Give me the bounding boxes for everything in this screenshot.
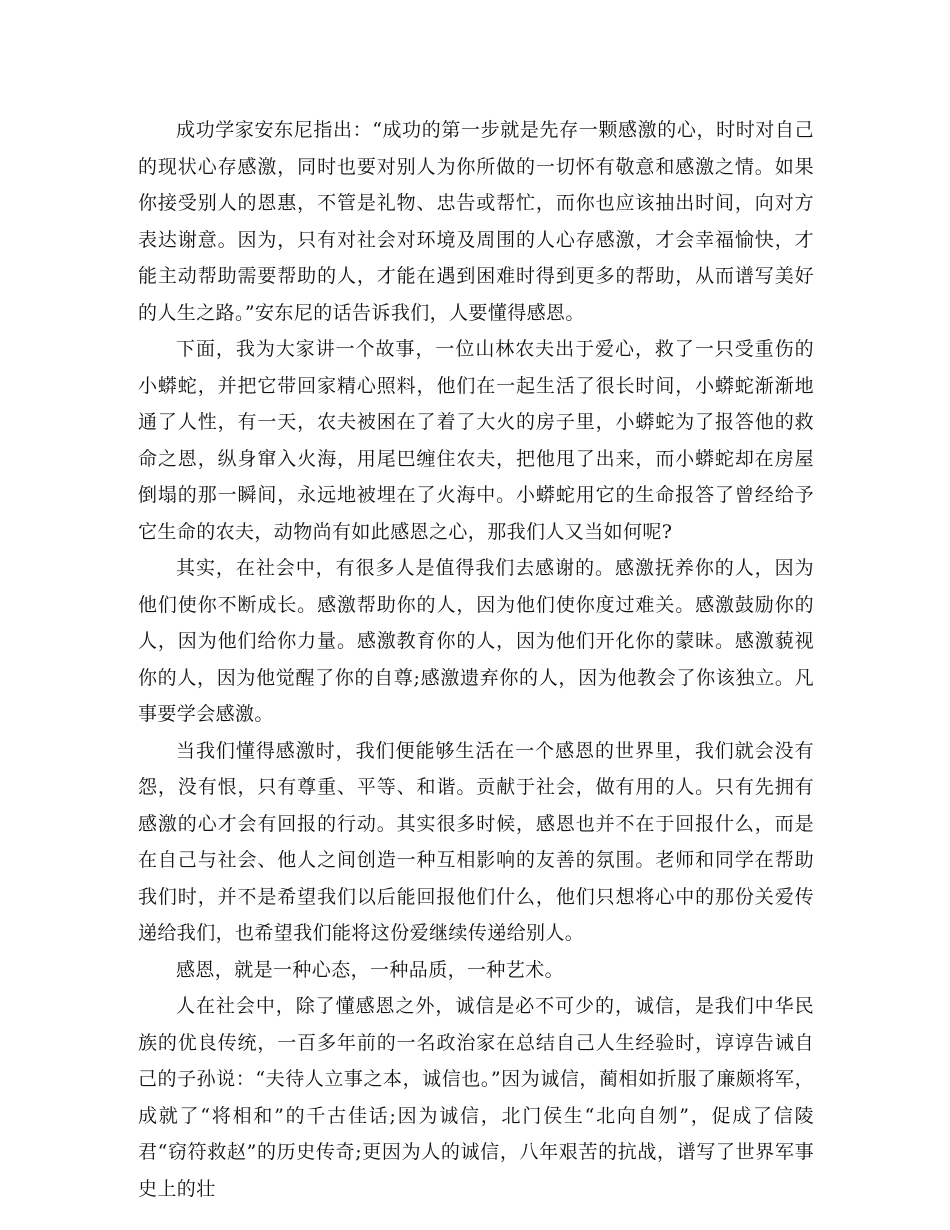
paragraph: 下面，我为大家讲一个故事，一位山林农夫出于爱心，救了一只受重伤的小蟒蛇，并把它带回家精心照料，他们在一起生活了很长时间，小蟒蛇渐渐地通了人性，有一天，农夫被困在了着了大火的房子里，小蟒蛇为了报答他的救命之恩，纵身窜入火海，用尾巴缠住农夫，把他甩了出来，而小蟒蛇却在房屋倒塌的那一瞬间，永远地被埋在了火海中。小蟒蛇用它的生命报答了曾经给予它生命的农夫，动物尚有如此感恩之心，那我们人又当如何呢? — [138, 338, 814, 543]
paragraph: 其实，在社会中，有很多人是值得我们去感谢的。感激抚养你的人，因为他们使你不断成长。感激帮助你的人，因为他们使你度过难关。感激鼓励你的人，因为他们给你力量。感激教育你的人，因为他们开化你的蒙昧。感激藐视你的人，因为他觉醒了你的自尊;感激遗弃你的人，因为他教会了你该独立。凡事要学会感激。 — [138, 557, 814, 725]
paragraph: 感恩，就是一种心态，一种品质，一种艺术。 — [176, 958, 565, 981]
paragraph: 人在社会中，除了懂感恩之外，诚信是必不可少的，诚信，是我们中华民族的优良传统，一百多年前的一名政治家在总结自己人生经验时，谆谆告诫自己的子孙说：“夫待人立事之本，诚信也。”因为诚信，蔺相如折服了廉颇将军，成就了“将相和”的千古佳话;因为诚信，北门侯生“北向自刎”，促成了信陵君“窃符救赵”的历史传奇;更因为人的诚信，八年艰苦的抗战，谱写了世界军事史上的壮 — [138, 995, 814, 1200]
paragraph: 成功学家安东尼指出：“成功的第一步就是先存一颗感激的心，时时对自己的现状心存感激，同时也要对别人为你所做的一切怀有敬意和感激之情。如果你接受别人的恩惠，不管是礼物、忠告或帮忙，而你也应该抽出时间，向对方表达谢意。因为，只有对社会对环境及周围的人心存感激，才会幸福愉快，才能主动帮助需要帮助的人，才能在遇到困难时得到更多的帮助，从而谱写美好的人生之路。”安东尼的话告诉我们，人要懂得感恩。 — [138, 119, 814, 324]
paragraph: 当我们懂得感激时，我们便能够生活在一个感恩的世界里，我们就会没有怨，没有恨，只有尊重、平等、和谐。贡献于社会，做有用的人。只有先拥有感激的心才会有回报的行动。其实很多时候，感恩也并不在于回报什么，而是在自己与社会、他人之间创造一种互相影响的友善的氛围。老师和同学在帮助我们时，并不是希望我们以后能回报他们什么，他们只想将心中的那份关爱传递给我们，也希望我们能将这份爱继续传递给别人。 — [138, 739, 814, 944]
document-body — [138, 112, 814, 1207]
